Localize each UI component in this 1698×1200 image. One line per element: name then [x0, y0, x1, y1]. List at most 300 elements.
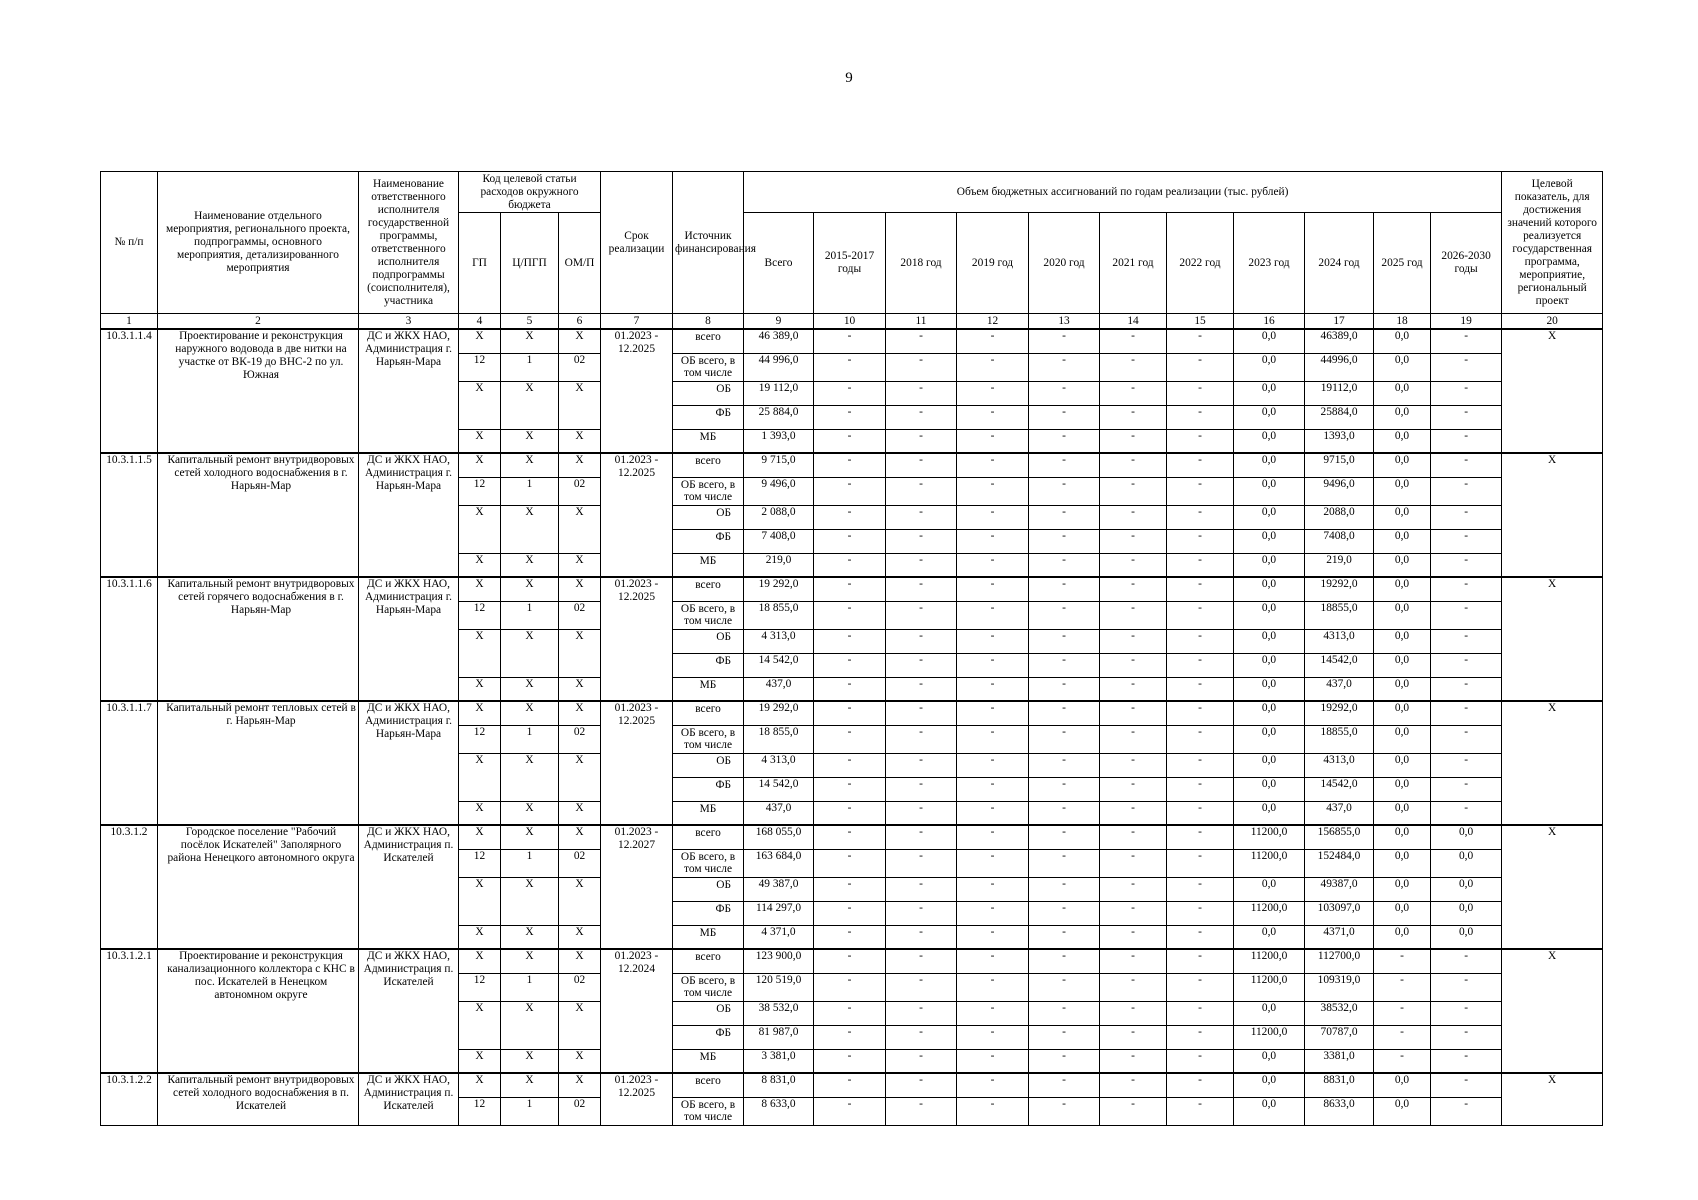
code-gp: Х [459, 329, 501, 353]
header-volume: Объем бюджетных ассигнований по годам реализации (тыс. рублей) [744, 172, 1502, 213]
year-value: 0,0 [1234, 353, 1305, 381]
funding-source: всего [673, 701, 744, 725]
measure-id: 10.3.1.2.2 [101, 1073, 158, 1125]
year-value: - [886, 477, 957, 505]
code-om: Х [559, 701, 601, 725]
target-indicator: Х [1502, 329, 1603, 453]
year-value: - [886, 405, 957, 429]
column-number: 16 [1234, 314, 1305, 330]
code-om: Х [559, 1049, 601, 1073]
header-num: № п/п [101, 172, 158, 314]
funding-source: ФБ [673, 777, 744, 801]
total-value: 46 389,0 [744, 329, 814, 353]
measure-id: 10.3.1.2.1 [101, 949, 158, 1073]
year-value: - [1029, 601, 1100, 629]
measure-group [101, 1073, 1603, 1125]
funding-source: всего [673, 329, 744, 353]
header-year: 2026-2030 годы [1431, 213, 1502, 314]
code-pgp: 1 [501, 353, 559, 381]
year-value: - [886, 849, 957, 877]
code-gp: Х [459, 949, 501, 973]
header-year: 2024 год [1305, 213, 1374, 314]
measure-term: 01.2023 - 12.2025 [601, 329, 673, 453]
year-value: - [886, 901, 957, 925]
year-value: - [1100, 701, 1167, 725]
funding-source: ФБ [673, 1025, 744, 1049]
code-pgp: Х [501, 553, 559, 577]
year-value: - [886, 577, 957, 601]
year-value: - [1167, 849, 1234, 877]
year-value: - [1167, 1001, 1234, 1025]
year-value: - [1167, 629, 1234, 653]
year-value: - [1029, 701, 1100, 725]
year-value: - [1167, 753, 1234, 777]
year-value: 112700,0 [1305, 949, 1374, 973]
year-value: - [1374, 973, 1431, 1001]
funding-source: всего [673, 453, 744, 477]
year-value: - [957, 753, 1029, 777]
year-value: - [1167, 653, 1234, 677]
year-value: 0,0 [1234, 601, 1305, 629]
funding-source: ФБ [673, 653, 744, 677]
header-kpi: Целевой показатель, для достижения значений которого реализуется государственная программа, мероприятие, региональный проект [1502, 172, 1603, 314]
year-value: - [886, 801, 957, 825]
year-value: - [814, 1049, 886, 1073]
column-number: 2 [158, 314, 359, 330]
year-value: - [1100, 553, 1167, 577]
code-pgp: Х [501, 753, 559, 801]
year-value: 0,0 [1234, 429, 1305, 453]
year-value: 4313,0 [1305, 753, 1374, 777]
year-value: 0,0 [1374, 1073, 1431, 1097]
column-number: 5 [501, 314, 559, 330]
header-year: 2018 год [886, 213, 957, 314]
year-value: 11200,0 [1234, 949, 1305, 973]
year-value: 0,0 [1234, 405, 1305, 429]
column-number: 8 [673, 314, 744, 330]
year-value: - [1100, 801, 1167, 825]
total-value: 123 900,0 [744, 949, 814, 973]
year-value: - [1431, 405, 1502, 429]
year-value: - [814, 925, 886, 949]
year-value: - [814, 381, 886, 405]
year-value: - [957, 1097, 1029, 1125]
code-om: Х [559, 453, 601, 477]
year-value: - [1167, 381, 1234, 405]
header-year: 2023 год [1234, 213, 1305, 314]
year-value: - [814, 701, 886, 725]
year-value: - [1100, 777, 1167, 801]
code-pgp: Х [501, 1073, 559, 1097]
year-value: - [1100, 477, 1167, 505]
code-gp: Х [459, 1073, 501, 1097]
year-value: - [1167, 725, 1234, 753]
year-value: - [1029, 353, 1100, 381]
year-value: - [1167, 825, 1234, 849]
year-value: - [1100, 725, 1167, 753]
year-value: - [1029, 925, 1100, 949]
year-value: - [957, 405, 1029, 429]
total-value: 9 496,0 [744, 477, 814, 505]
measure-id: 10.3.1.1.4 [101, 329, 158, 453]
total-value: 4 313,0 [744, 753, 814, 777]
year-value: 19112,0 [1305, 381, 1374, 405]
year-value: - [886, 381, 957, 405]
year-value: - [1431, 477, 1502, 505]
total-value: 19 112,0 [744, 381, 814, 405]
year-value: - [1431, 553, 1502, 577]
year-value: - [886, 601, 957, 629]
measure-term: 01.2023 - 12.2025 [601, 1073, 673, 1125]
year-value: - [1167, 677, 1234, 701]
year-value: - [957, 477, 1029, 505]
year-value: 11200,0 [1234, 825, 1305, 849]
year-value: - [1100, 677, 1167, 701]
table-row [101, 1073, 1603, 1097]
year-value: 219,0 [1305, 553, 1374, 577]
year-value: - [1100, 1025, 1167, 1049]
measure-responsible: ДС и ЖКХ НАО, Администрация п. Искателей [359, 1073, 459, 1125]
funding-source: ОБ всего, в том числе [673, 1097, 744, 1125]
year-value: 0,0 [1234, 577, 1305, 601]
code-om: 02 [559, 849, 601, 877]
code-pgp: Х [501, 1001, 559, 1049]
year-value: 70787,0 [1305, 1025, 1374, 1049]
code-pgp: Х [501, 505, 559, 553]
year-value: - [1100, 753, 1167, 777]
year-value: - [1029, 653, 1100, 677]
year-value: - [1431, 601, 1502, 629]
target-indicator: Х [1502, 1073, 1603, 1125]
year-value: - [1374, 949, 1431, 973]
column-number: 6 [559, 314, 601, 330]
year-value: - [886, 753, 957, 777]
year-value: - [1100, 825, 1167, 849]
code-pgp: 1 [501, 849, 559, 877]
total-value: 18 855,0 [744, 725, 814, 753]
total-value: 19 292,0 [744, 577, 814, 601]
code-om: Х [559, 753, 601, 801]
code-om: Х [559, 801, 601, 825]
year-value: - [886, 329, 957, 353]
column-number: 10 [814, 314, 886, 330]
header-year: 2022 год [1167, 213, 1234, 314]
header-year: 2025 год [1374, 213, 1431, 314]
year-value: - [814, 477, 886, 505]
measure-responsible: ДС и ЖКХ НАО, Администрация г. Нарьян-Мара [359, 453, 459, 577]
code-pgp: Х [501, 381, 559, 429]
measure-responsible: ДС и ЖКХ НАО, Администрация п. Искателей [359, 825, 459, 949]
funding-source: ОБ всего, в том числе [673, 973, 744, 1001]
year-value: - [886, 353, 957, 381]
year-value: 0,0 [1374, 753, 1431, 777]
column-number: 9 [744, 314, 814, 330]
year-value: 3381,0 [1305, 1049, 1374, 1073]
column-numbers-row [101, 314, 1603, 330]
year-value: - [886, 1073, 957, 1097]
year-value: 8633,0 [1305, 1097, 1374, 1125]
year-value: - [1100, 849, 1167, 877]
year-value: - [1100, 629, 1167, 653]
year-value: - [1029, 801, 1100, 825]
year-value: - [814, 1001, 886, 1025]
year-value: - [1431, 949, 1502, 973]
year-value: - [957, 701, 1029, 725]
year-value: - [1167, 477, 1234, 505]
year-value: - [1431, 1025, 1502, 1049]
year-value: - [1167, 329, 1234, 353]
year-value: - [957, 529, 1029, 553]
header-om: ОМ/П [559, 213, 601, 314]
year-value: 0,0 [1374, 925, 1431, 949]
year-value: 0,0 [1234, 777, 1305, 801]
total-value: 9 715,0 [744, 453, 814, 477]
year-value: - [1029, 453, 1100, 477]
measure-responsible: ДС и ЖКХ НАО, Администрация г. Нарьян-Мара [359, 577, 459, 701]
year-value: 0,0 [1374, 653, 1431, 677]
year-value: 0,0 [1374, 553, 1431, 577]
year-value: - [1100, 329, 1167, 353]
year-value: - [1100, 653, 1167, 677]
code-gp: Х [459, 801, 501, 825]
year-value: - [1167, 925, 1234, 949]
table-row [101, 453, 1603, 477]
funding-source: МБ [673, 925, 744, 949]
year-value: - [814, 801, 886, 825]
year-value: - [1431, 1001, 1502, 1025]
year-value: 18855,0 [1305, 601, 1374, 629]
year-value: - [814, 653, 886, 677]
year-value: 0,0 [1234, 1001, 1305, 1025]
year-value: - [886, 629, 957, 653]
target-indicator: Х [1502, 453, 1603, 577]
total-value: 25 884,0 [744, 405, 814, 429]
year-value: - [1431, 1073, 1502, 1097]
column-number: 13 [1029, 314, 1100, 330]
year-value: - [814, 725, 886, 753]
year-value: - [886, 925, 957, 949]
year-value: 11200,0 [1234, 849, 1305, 877]
measure-term: 01.2023 - 12.2025 [601, 453, 673, 577]
year-value: 0,0 [1234, 653, 1305, 677]
funding-source: ОБ [673, 629, 744, 653]
header-code: Код целевой статьи расходов окружного бюджета [459, 172, 601, 213]
code-om: 02 [559, 477, 601, 505]
measure-id: 10.3.1.1.6 [101, 577, 158, 701]
column-number: 7 [601, 314, 673, 330]
year-value: 109319,0 [1305, 973, 1374, 1001]
code-gp: Х [459, 381, 501, 429]
code-gp: Х [459, 1049, 501, 1073]
year-value: - [1029, 529, 1100, 553]
code-om: 02 [559, 725, 601, 753]
year-value: - [957, 825, 1029, 849]
measure-name: Капитальный ремонт внутридворовых сетей горячего водоснабжения в г. Нарьян-Мар [158, 577, 359, 701]
year-value: - [886, 973, 957, 1001]
year-value: 0,0 [1431, 825, 1502, 849]
year-value: - [886, 653, 957, 677]
year-value: - [957, 925, 1029, 949]
year-value: 0,0 [1234, 1049, 1305, 1073]
code-om: Х [559, 825, 601, 849]
year-value: - [957, 901, 1029, 925]
year-value: 11200,0 [1234, 973, 1305, 1001]
year-value: - [1167, 901, 1234, 925]
year-value: 0,0 [1431, 901, 1502, 925]
code-gp: Х [459, 677, 501, 701]
code-om: Х [559, 677, 601, 701]
year-value: 0,0 [1234, 453, 1305, 477]
code-om: Х [559, 925, 601, 949]
funding-source: ОБ [673, 381, 744, 405]
year-value: 0,0 [1431, 925, 1502, 949]
year-value: - [814, 429, 886, 453]
year-value: - [1029, 1049, 1100, 1073]
year-value: - [957, 505, 1029, 529]
year-value: - [814, 877, 886, 901]
year-value: 11200,0 [1234, 1025, 1305, 1049]
funding-source: МБ [673, 1049, 744, 1073]
year-value: - [886, 1025, 957, 1049]
funding-source: ОБ [673, 753, 744, 777]
year-value: 0,0 [1234, 925, 1305, 949]
year-value: 0,0 [1431, 849, 1502, 877]
year-value: - [1029, 577, 1100, 601]
funding-source: МБ [673, 553, 744, 577]
year-value: 0,0 [1374, 577, 1431, 601]
header-year: 2019 год [957, 213, 1029, 314]
year-value: 0,0 [1374, 353, 1431, 381]
year-value: 0,0 [1374, 477, 1431, 505]
header-pgp: Ц/ПГП [501, 213, 559, 314]
year-value: - [886, 1097, 957, 1125]
year-value: - [1431, 577, 1502, 601]
code-om: Х [559, 505, 601, 553]
year-value: - [1100, 577, 1167, 601]
total-value: 14 542,0 [744, 777, 814, 801]
year-value: - [1029, 1001, 1100, 1025]
year-value: 0,0 [1234, 701, 1305, 725]
column-number: 19 [1431, 314, 1502, 330]
code-gp: 12 [459, 725, 501, 753]
year-value: - [1029, 429, 1100, 453]
code-pgp: Х [501, 801, 559, 825]
funding-source: ФБ [673, 529, 744, 553]
year-value: 0,0 [1431, 877, 1502, 901]
year-value: - [957, 677, 1029, 701]
code-om: 02 [559, 973, 601, 1001]
year-value: - [1100, 901, 1167, 925]
code-pgp: Х [501, 825, 559, 849]
year-value: - [886, 701, 957, 725]
year-value: - [1100, 1097, 1167, 1125]
code-gp: Х [459, 877, 501, 925]
year-value: 0,0 [1234, 677, 1305, 701]
budget-table [100, 171, 1603, 1126]
year-value: 8831,0 [1305, 1073, 1374, 1097]
year-value: - [957, 849, 1029, 877]
year-value: 0,0 [1374, 381, 1431, 405]
year-value: 0,0 [1374, 405, 1431, 429]
year-value: - [886, 949, 957, 973]
funding-source: ОБ всего, в том числе [673, 725, 744, 753]
year-value: - [957, 629, 1029, 653]
total-value: 38 532,0 [744, 1001, 814, 1025]
year-value: - [814, 1097, 886, 1125]
measure-name: Капитальный ремонт тепловых сетей в г. Нарьян-Мар [158, 701, 359, 825]
year-value: - [1431, 329, 1502, 353]
year-value: - [1100, 601, 1167, 629]
year-value: - [1431, 453, 1502, 477]
year-value: - [1029, 677, 1100, 701]
year-value: 0,0 [1374, 877, 1431, 901]
funding-source: ОБ всего, в том числе [673, 601, 744, 629]
total-value: 4 371,0 [744, 925, 814, 949]
code-pgp: Х [501, 329, 559, 353]
year-value: - [1029, 553, 1100, 577]
year-value: - [1431, 725, 1502, 753]
year-value: - [1100, 877, 1167, 901]
year-value: - [957, 553, 1029, 577]
column-number: 18 [1374, 314, 1431, 330]
year-value: - [1431, 973, 1502, 1001]
column-number: 17 [1305, 314, 1374, 330]
funding-source: ОБ [673, 505, 744, 529]
funding-source: ОБ всего, в том числе [673, 477, 744, 505]
code-om: 02 [559, 1097, 601, 1125]
year-value: 9715,0 [1305, 453, 1374, 477]
code-om: Х [559, 629, 601, 677]
header-name: Наименование отдельного мероприятия, регионального проекта, подпрограммы, основного мероприятия, детализированного мероприятия [158, 172, 359, 314]
year-value: - [886, 825, 957, 849]
year-value: - [1029, 877, 1100, 901]
year-value: 1393,0 [1305, 429, 1374, 453]
measure-id: 10.3.1.2 [101, 825, 158, 949]
year-value: - [814, 949, 886, 973]
year-value: 0,0 [1374, 825, 1431, 849]
year-value: - [886, 1001, 957, 1025]
year-value: - [1167, 1049, 1234, 1073]
funding-source: ФБ [673, 901, 744, 925]
year-value: - [814, 777, 886, 801]
measure-name: Проектирование и реконструкция канализационного коллектора с КНС в пос. Искателей в Ненецком автономном округе [158, 949, 359, 1073]
measure-name: Проектирование и реконструкция наружного водовода в две нитки на участке от ВК-19 до ВНС-2 по ул. Южная [158, 329, 359, 453]
code-gp: Х [459, 505, 501, 553]
measure-group [101, 453, 1603, 577]
year-value: 11200,0 [1234, 901, 1305, 925]
code-pgp: Х [501, 453, 559, 477]
year-value: 0,0 [1234, 529, 1305, 553]
funding-source: всего [673, 1073, 744, 1097]
funding-source: ОБ всего, в том числе [673, 849, 744, 877]
year-value: - [957, 801, 1029, 825]
column-number: 14 [1100, 314, 1167, 330]
code-pgp: 1 [501, 1097, 559, 1125]
year-value: - [1029, 753, 1100, 777]
code-om: Х [559, 553, 601, 577]
target-indicator: Х [1502, 949, 1603, 1073]
code-gp: Х [459, 1001, 501, 1049]
year-value: 437,0 [1305, 677, 1374, 701]
measure-group [101, 577, 1603, 701]
year-value: - [814, 1073, 886, 1097]
funding-source: МБ [673, 429, 744, 453]
measure-term: 01.2023 - 12.2025 [601, 577, 673, 701]
year-value: - [1167, 701, 1234, 725]
code-om: Х [559, 877, 601, 925]
year-value: - [814, 849, 886, 877]
year-value: - [1167, 553, 1234, 577]
